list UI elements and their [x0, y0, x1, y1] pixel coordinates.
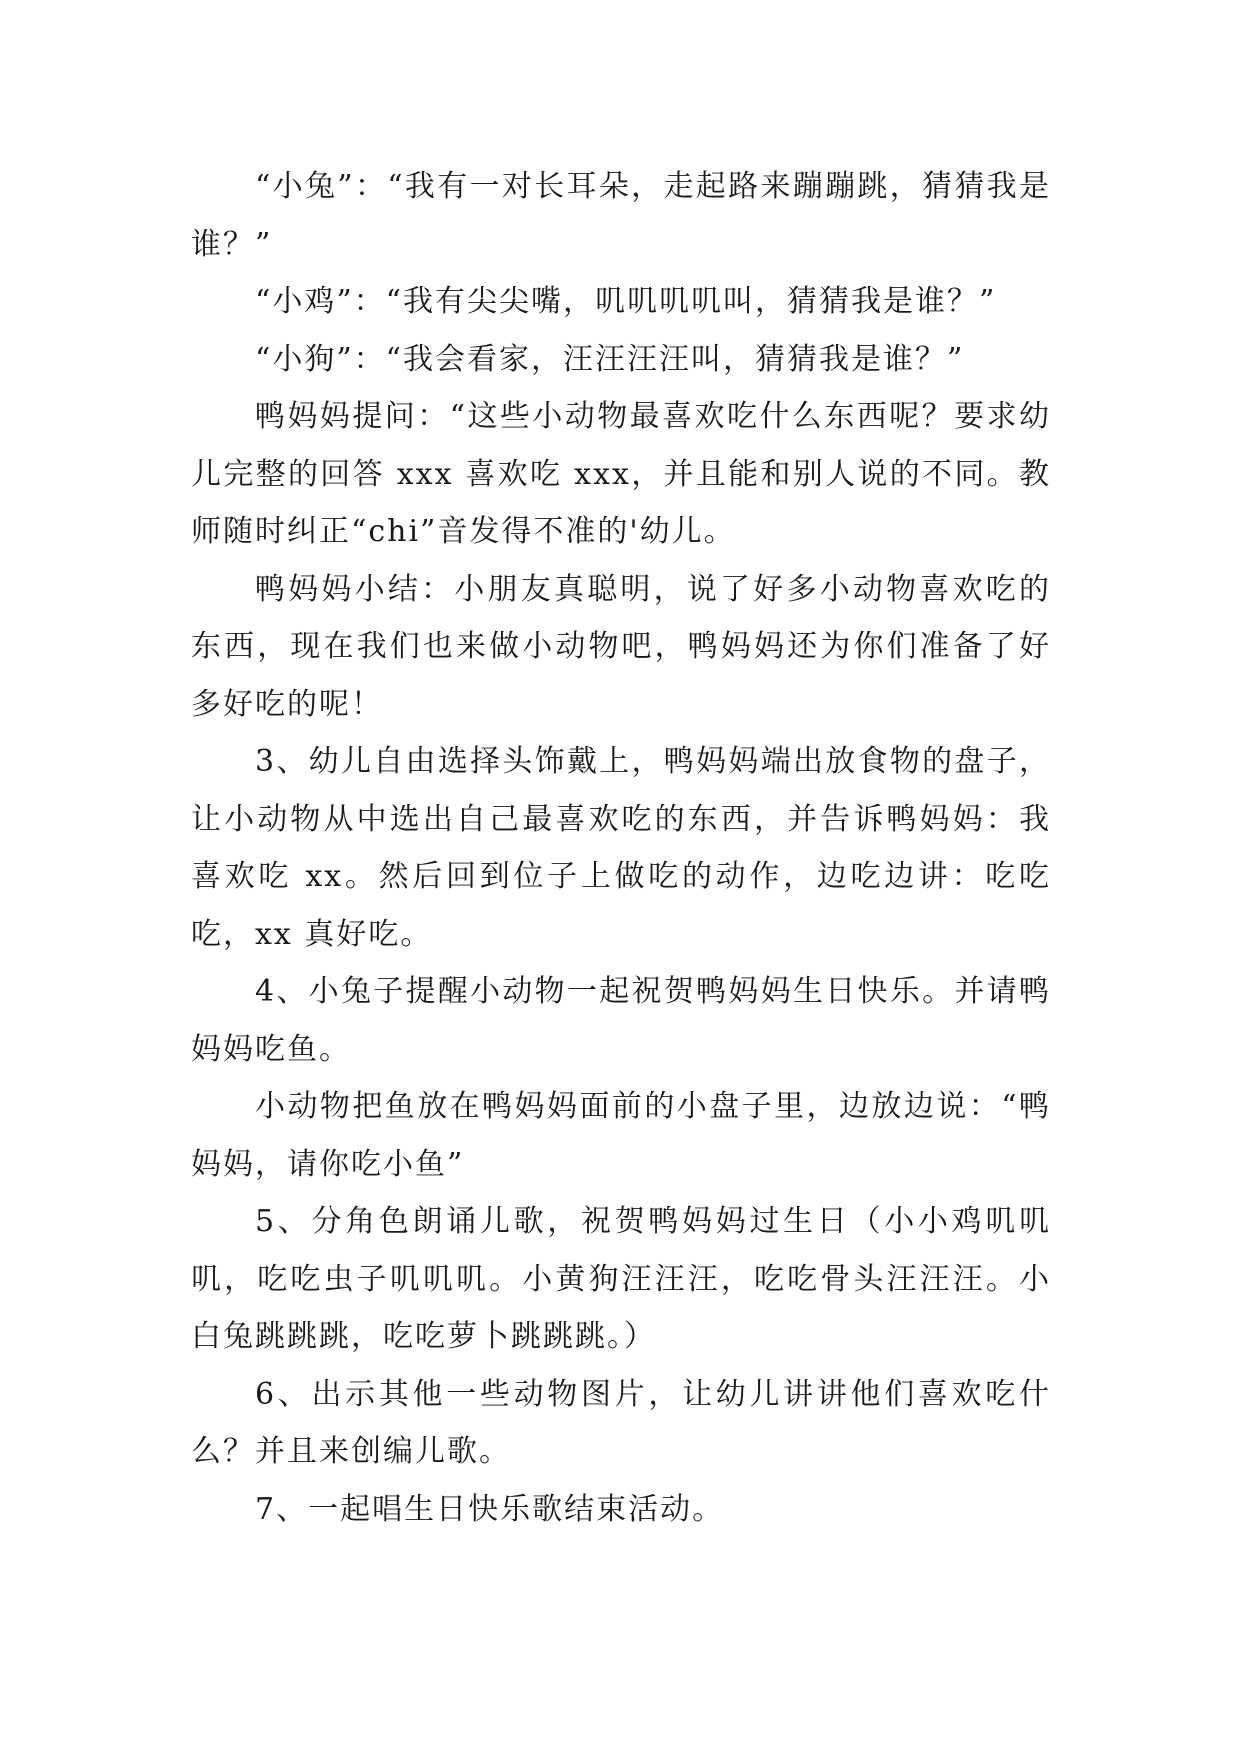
paragraph-step-6: 6、出示其他一些动物图片，让幼儿讲讲他们喜欢吃什么？并且来创编儿歌。: [191, 1376, 1051, 1469]
paragraph-step-4: 4、小兔子提醒小动物一起祝贺鸭妈妈生日快乐。并请鸭妈妈吃鱼。: [191, 974, 1051, 1067]
paragraph-step-3: 3、幼儿自由选择头饰戴上，鸭妈妈端出放食物的盘子，让小动物从中选出自己最喜欢吃的东西，并告诉鸭妈妈：我喜欢吃 xx。然后回到位子上做吃的动作，边吃边讲：吃吃吃，xx 真好吃。: [191, 744, 1051, 952]
paragraph-fish-gift: 小动物把鱼放在鸭妈妈面前的小盘子里，边放边说：“鸭妈妈，请你吃小鱼”: [191, 1089, 1051, 1182]
paragraph-rabbit-riddle: “小兔”：“我有一对长耳朵，走起路来蹦蹦跳，猜猜我是谁？”: [191, 169, 1051, 262]
paragraph-duck-summary: 鸭妈妈小结：小朋友真聪明，说了好多小动物喜欢吃的东西，现在我们也来做小动物吧，鸭妈妈还为你们准备了好多好吃的呢！: [191, 571, 1051, 722]
document-body: [191, 158, 1051, 1538]
paragraph-step-7: 7、一起唱生日快乐歌结束活动。: [255, 1491, 725, 1527]
paragraph-dog-riddle: “小狗”：“我会看家，汪汪汪汪叫，猜猜我是谁？”: [255, 341, 965, 377]
paragraph-chick-riddle: “小鸡”：“我有尖尖嘴，叽叽叽叽叫，猜猜我是谁？”: [255, 284, 997, 319]
paragraph-duck-question: 鸭妈妈提问：“这些小动物最喜欢吃什么东西呢？要求幼儿完整的回答 xxx 喜欢吃 xxx，并且能和别人说的不同。教师随时纠正“chi”音发得不准的'幼儿。: [191, 399, 1051, 549]
paragraph-step-5: 5、分角色朗诵儿歌，祝贺鸭妈妈过生日（小小鸡叽叽叽，吃吃虫子叽叽叽。小黄狗汪汪汪，吃吃骨头汪汪汪。小白兔跳跳跳，吃吃萝卜跳跳跳。）: [191, 1204, 1051, 1354]
